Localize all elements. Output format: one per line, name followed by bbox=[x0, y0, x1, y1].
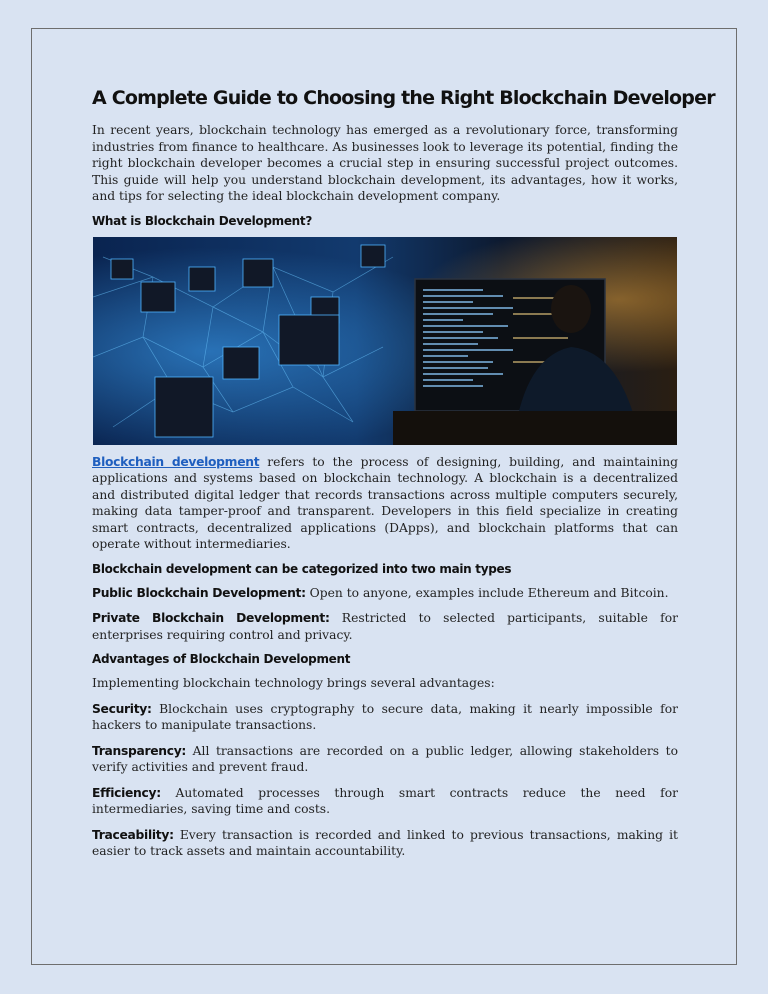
type-term-public: Public Blockchain Development: bbox=[92, 585, 306, 600]
advantage-item-efficiency bbox=[92, 785, 678, 818]
advantage-text-traceability: Every transaction is recorded and linked to previous transactions, making it easier to track assets and maintain accountability. bbox=[92, 827, 678, 858]
advantages-lead: Implementing blockchain technology brings several advantages: bbox=[92, 676, 495, 690]
advantage-text-efficiency: Automated processes through smart contracts reduce the need for intermediaries, saving time and costs. bbox=[92, 785, 678, 816]
advantage-text-transparency: All transactions are recorded on a public ledger, allowing stakeholders to verify activities and prevent fraud. bbox=[92, 743, 678, 774]
advantage-term-efficiency: Efficiency: bbox=[92, 785, 161, 800]
definition-paragraph bbox=[92, 454, 678, 553]
advantage-item-traceability bbox=[92, 827, 678, 860]
type-text-public: Open to anyone, examples include Ethereum and Bitcoin. bbox=[305, 585, 669, 600]
section-heading-types: Blockchain development can be categorized into two main types bbox=[92, 561, 512, 576]
section-heading-what-is: What is Blockchain Development? bbox=[92, 213, 313, 228]
advantage-term-transparency: Transparency: bbox=[92, 743, 187, 758]
document-page bbox=[31, 28, 737, 965]
type-item-private bbox=[92, 610, 678, 643]
page-title: A Complete Guide to Choosing the Right Blockchain Developer bbox=[92, 87, 715, 109]
advantage-term-security: Security: bbox=[92, 701, 152, 716]
definition-text: refers to the process of designing, building, and maintaining applications and systems based on blockchain technology. A blockchain is a decentralized and distributed digital ledger that records transactions across multiple computers securely, making data tamper-proof and transparent. Developers in this field specialize in creating smart contracts, decentralized applications (DApps), and blockchain platforms that can operate without intermediaries. bbox=[92, 454, 679, 551]
type-item-public bbox=[92, 585, 678, 602]
type-text-private: Restricted to selected participants, suitable for enterprises requiring control and privacy. bbox=[92, 611, 678, 642]
blockchain-development-link[interactable]: Blockchain development bbox=[92, 454, 260, 469]
section-heading-advantages: Advantages of Blockchain Development bbox=[92, 652, 351, 666]
hero-image bbox=[93, 237, 677, 445]
advantage-item-transparency bbox=[92, 743, 678, 776]
advantage-text-security: Blockchain uses cryptography to secure data, making it nearly impossible for hackers to manipulate transactions. bbox=[92, 701, 678, 732]
type-term-private: Private Blockchain Development: bbox=[92, 611, 330, 625]
intro-paragraph: In recent years, blockchain technology has emerged as a revolutionary force, transforming industries from finance to healthcare. As businesses look to leverage its potential, finding the right blockchain developer becomes a crucial step in ensuring successful project outcomes. This guide will help you understand blockchain development, its advantages, how it works, and tips for selecting the ideal blockchain development company. bbox=[92, 123, 678, 203]
advantage-item-security bbox=[92, 701, 678, 734]
document-content bbox=[92, 87, 715, 869]
advantage-term-traceability: Traceability: bbox=[92, 827, 174, 842]
